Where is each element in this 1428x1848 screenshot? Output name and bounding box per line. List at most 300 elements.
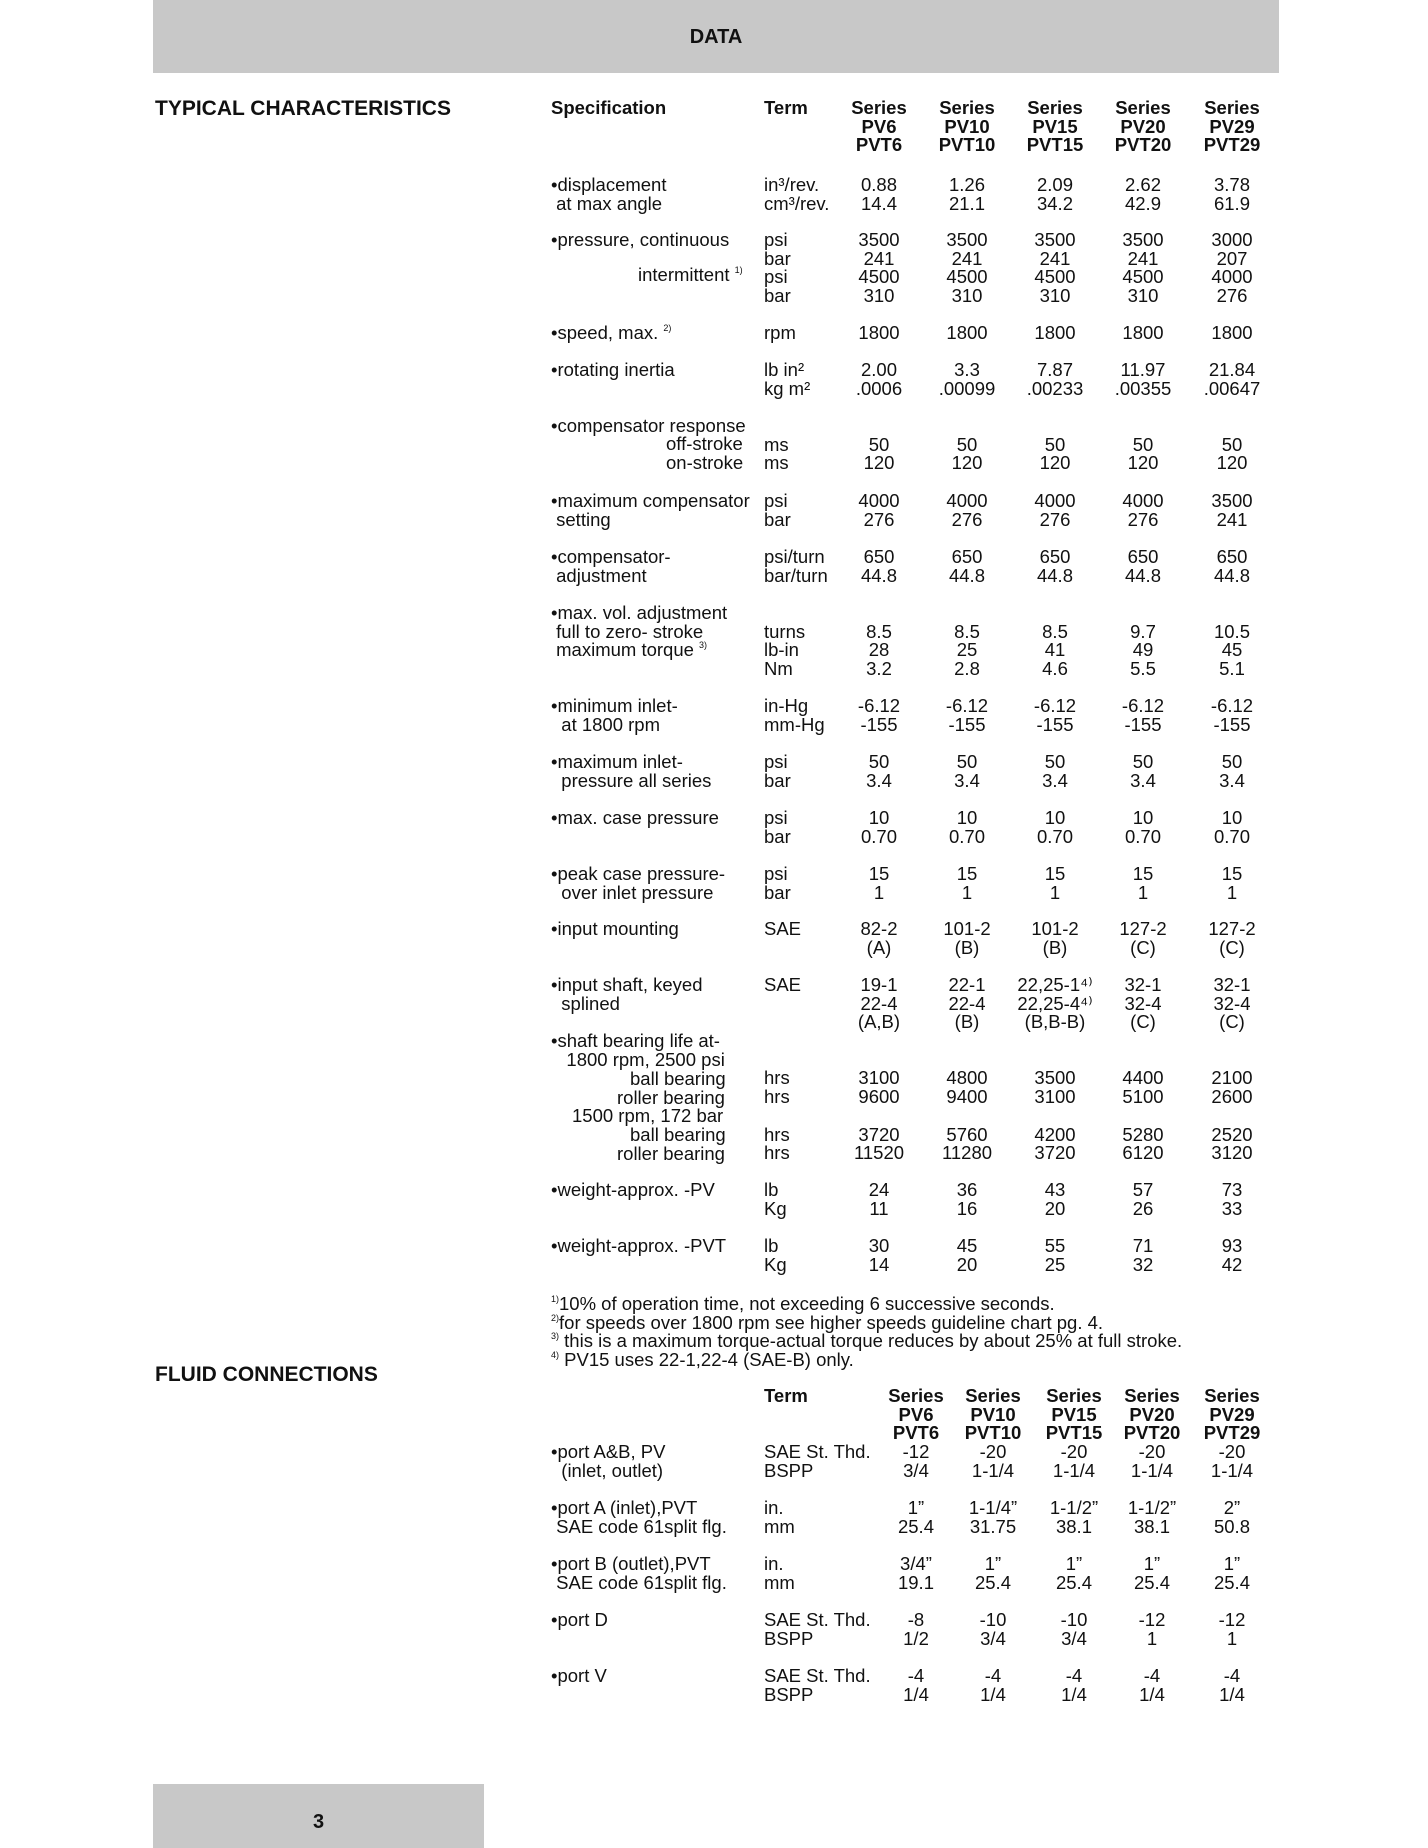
value-cell: 15 <box>956 863 978 884</box>
value-cell: 57 <box>1132 1179 1154 1200</box>
value-cell: 22,25-4⁴⁾ <box>1017 992 1093 1014</box>
value-cell: 120 <box>1216 452 1248 474</box>
value-cell: 6120 <box>1122 1142 1164 1164</box>
series-header-3: PV15 <box>1051 1403 1097 1425</box>
value-cell: 11280 <box>941 1142 993 1164</box>
series-header-4: PVT20 <box>1114 134 1172 156</box>
term-cell: lb <box>764 1179 779 1200</box>
value-cell: -6.12 <box>945 695 989 716</box>
term-cell: bar <box>764 825 791 847</box>
value-cell: 44.8 <box>1213 564 1250 586</box>
spec-label <box>551 992 620 1014</box>
value-cell: 24 <box>868 1179 890 1200</box>
value-cell: 3500 <box>1034 229 1076 250</box>
value-cell: 14 <box>868 1253 890 1275</box>
value-cell: 22,25-1⁴⁾ <box>1017 974 1093 995</box>
value-cell: 310 <box>1127 285 1159 307</box>
value-cell: 30 <box>868 1235 890 1256</box>
term-cell: mm <box>764 1571 795 1593</box>
value-cell: -12 <box>1138 1609 1166 1630</box>
value-cell: 127-2 <box>1119 918 1167 939</box>
value-cell: 3120 <box>1211 1142 1253 1164</box>
value-cell: 3/4 <box>980 1627 1006 1649</box>
spec-label-text: over inlet pressure <box>551 881 714 903</box>
footnote <box>551 1351 854 1370</box>
term-cell: lb in² <box>764 359 805 380</box>
value-cell: 11520 <box>853 1142 905 1164</box>
value-cell: 10 <box>868 807 890 828</box>
series-header-5: PV29 <box>1209 115 1255 137</box>
value-cell: 41 <box>1044 639 1066 661</box>
value-cell: -155 <box>860 713 898 735</box>
term-cell: bar <box>764 247 791 269</box>
term-cell: BSPP <box>764 1627 814 1649</box>
value-cell: 50 <box>1221 751 1243 772</box>
value-cell: 25.4 <box>1133 1571 1170 1593</box>
value-cell: 34.2 <box>1036 192 1073 214</box>
value-cell: 22-4 <box>948 992 986 1014</box>
value-cell: 3.78 <box>1213 174 1250 195</box>
term-cell: ms <box>764 452 789 474</box>
value-cell: 650 <box>1127 546 1159 567</box>
value-cell: 32-1 <box>1213 974 1251 995</box>
term-cell: hrs <box>764 1123 790 1145</box>
value-cell: 120 <box>951 452 983 474</box>
value-cell: -20 <box>979 1441 1007 1462</box>
value-cell: 1/4 <box>1061 1683 1087 1705</box>
term-cell: hrs <box>764 1142 790 1164</box>
series-header-3: PVT15 <box>1026 134 1084 156</box>
value-cell: 1-1/4” <box>968 1497 1018 1518</box>
value-cell: 0.70 <box>860 825 897 847</box>
value-cell: 650 <box>863 546 895 567</box>
spec-label-text: •port D <box>551 1609 608 1630</box>
value-cell: 10 <box>956 807 978 828</box>
footnote-marker: 2) <box>663 323 672 333</box>
value-cell: 3.3 <box>954 359 980 380</box>
term-cell: SAE St. Thd. <box>764 1441 871 1462</box>
value-cell: 1 <box>1137 881 1149 903</box>
series-header-3: Series <box>1027 97 1083 118</box>
spec-label-text: •input shaft, keyed <box>551 974 703 995</box>
spec-label <box>551 1048 725 1070</box>
value-cell: -20 <box>1138 1441 1166 1462</box>
value-cell: -10 <box>979 1609 1007 1630</box>
term-cell: bar/turn <box>764 564 828 586</box>
value-cell: 1-1/4 <box>1052 1459 1096 1481</box>
value-cell: 650 <box>1039 546 1071 567</box>
spec-label-text: splined <box>551 992 620 1014</box>
value-cell: (A) <box>866 936 892 958</box>
value-cell: 3/4” <box>900 1553 932 1574</box>
value-cell: -155 <box>1036 713 1074 735</box>
series-header-4: PV20 <box>1120 115 1166 137</box>
value-cell: 50 <box>956 433 978 455</box>
value-cell: 3/4 <box>1061 1627 1087 1649</box>
value-cell: 3.4 <box>1219 769 1245 791</box>
value-cell: 1/4 <box>980 1683 1006 1705</box>
value-cell: 3.2 <box>866 658 892 680</box>
spec-label-text: •port A&B, PV <box>551 1441 666 1462</box>
spec-label-text: •port V <box>551 1665 607 1686</box>
series-header-5: Series <box>1204 97 1260 118</box>
value-cell: 1800 <box>1034 322 1076 343</box>
value-cell: 9400 <box>946 1086 988 1108</box>
value-cell: 1” <box>907 1497 925 1518</box>
value-cell: 1 <box>873 881 885 903</box>
value-cell: 650 <box>951 546 983 567</box>
value-cell: 15 <box>1044 863 1066 884</box>
value-cell: 3.4 <box>1042 769 1068 791</box>
term-cell: lb <box>764 1235 779 1256</box>
value-cell: (B) <box>954 936 980 958</box>
spec-column-header: Specification <box>551 97 667 118</box>
term-cell: psi/turn <box>764 546 825 567</box>
value-cell: .00355 <box>1114 377 1172 399</box>
series-header-2: PVT10 <box>938 134 996 156</box>
value-cell: 4800 <box>946 1067 988 1089</box>
value-cell: 5.5 <box>1130 658 1156 680</box>
value-cell: 44.8 <box>948 564 985 586</box>
term-cell: hrs <box>764 1067 790 1089</box>
value-cell: 73 <box>1221 1179 1243 1200</box>
term-cell: psi <box>764 490 788 511</box>
footnote-text: this is a maximum torque-actual torque reduces by about 25% at full stroke. <box>559 1330 1183 1352</box>
value-cell: 50 <box>1044 433 1066 455</box>
value-cell: 3.4 <box>1130 769 1156 791</box>
value-cell: 50 <box>1044 751 1066 772</box>
value-cell: 32-4 <box>1213 992 1251 1014</box>
value-cell: -20 <box>1060 1441 1088 1462</box>
spec-label-text: •maximum compensator <box>551 490 750 511</box>
value-cell: 1” <box>1143 1553 1161 1574</box>
value-cell: 19-1 <box>860 974 898 995</box>
series-header-4: PV20 <box>1129 1403 1175 1425</box>
value-cell: -12 <box>902 1441 930 1462</box>
spec-label-text: pressure all series <box>551 769 712 791</box>
spec-label-text: full to zero- stroke <box>551 620 704 642</box>
spec-label-text: at 1800 rpm <box>551 713 661 735</box>
spec-label <box>551 1459 664 1481</box>
value-cell: .00099 <box>938 377 996 399</box>
value-cell: 10 <box>1132 807 1154 828</box>
spec-label-text: •rotating inertia <box>551 359 675 380</box>
spec-label <box>551 881 714 903</box>
value-cell: 1/4 <box>1219 1683 1245 1705</box>
value-cell: 101-2 <box>1031 918 1079 939</box>
ball-bearing-label: ball bearing <box>630 1068 726 1089</box>
series-header-2: PVT10 <box>964 1422 1022 1444</box>
value-cell: 25.4 <box>1055 1571 1092 1593</box>
term-cell: psi <box>764 751 788 772</box>
value-cell: 15 <box>868 863 890 884</box>
value-cell: 50 <box>1132 433 1154 455</box>
value-cell: 4500 <box>858 266 900 288</box>
series-header-1: PV6 <box>861 115 897 137</box>
value-cell: 1-1/4 <box>1130 1459 1174 1481</box>
value-cell: 50 <box>868 433 890 455</box>
value-cell: 50 <box>1132 751 1154 772</box>
value-cell: 310 <box>863 285 895 307</box>
value-cell: 4500 <box>946 266 988 288</box>
value-cell: 3/4 <box>903 1459 929 1481</box>
value-cell: 50 <box>868 751 890 772</box>
value-cell: 50 <box>1221 433 1243 455</box>
term-cell: bar <box>764 285 791 307</box>
footnote-marker: 1) <box>551 1294 560 1304</box>
term-cell: in-Hg <box>764 695 809 716</box>
value-cell: -20 <box>1218 1441 1246 1462</box>
value-cell: 3500 <box>858 229 900 250</box>
value-cell: 32-4 <box>1124 992 1162 1014</box>
term-cell: SAE St. Thd. <box>764 1665 871 1686</box>
value-cell: 61.9 <box>1213 192 1250 214</box>
value-cell: 276 <box>863 508 895 530</box>
value-cell: 43 <box>1044 1179 1066 1200</box>
value-cell: 33 <box>1221 1197 1243 1219</box>
fluid-term-column-header: Term <box>764 1385 808 1406</box>
spec-label-text: •speed, max. <box>551 322 659 343</box>
value-cell: 4200 <box>1034 1123 1076 1145</box>
series-header-1: Series <box>888 1385 944 1406</box>
series-header-5: PVT29 <box>1203 1422 1261 1444</box>
value-cell: 4000 <box>1211 266 1253 288</box>
value-cell: 25 <box>956 639 978 661</box>
term-cell: in. <box>764 1497 784 1518</box>
value-cell: 1-1/2” <box>1127 1497 1177 1518</box>
value-cell: 3500 <box>1034 1067 1076 1089</box>
term-cell: bar <box>764 881 791 903</box>
value-cell: 0.70 <box>948 825 985 847</box>
term-cell: psi <box>764 266 788 288</box>
spec-label <box>551 920 679 939</box>
footnote-text: for speeds over 1800 rpm see higher speeds guideline chart pg. 4. <box>559 1311 1104 1333</box>
page-title: DATA <box>689 26 743 48</box>
value-cell: -4 <box>1143 1665 1161 1686</box>
spec-label <box>551 361 675 380</box>
value-cell: 3720 <box>858 1123 900 1145</box>
term-cell: mm <box>764 1515 795 1537</box>
spec-label-text: •max. case pressure <box>551 807 719 828</box>
spec-label-text: 1800 rpm, 2500 psi <box>551 1048 725 1070</box>
value-cell: 1/4 <box>1139 1683 1165 1705</box>
footnote-marker: 3) <box>699 640 708 651</box>
value-cell: 45 <box>1221 639 1243 661</box>
spec-label-text: •shaft bearing life at- <box>551 1030 720 1051</box>
value-cell: -8 <box>907 1609 925 1630</box>
term-cell: BSPP <box>764 1459 814 1481</box>
value-cell: 55 <box>1044 1235 1066 1256</box>
value-cell: 1” <box>1065 1553 1083 1574</box>
value-cell: 5280 <box>1122 1123 1164 1145</box>
spec-label-text: •compensator response <box>551 415 746 436</box>
value-cell: -6.12 <box>1033 695 1077 716</box>
spec-label-text: setting <box>551 508 611 530</box>
value-cell: 8.5 <box>866 620 892 642</box>
value-cell: -4 <box>1065 1665 1083 1686</box>
value-cell: 120 <box>1039 452 1071 474</box>
value-cell: 276 <box>1216 285 1248 307</box>
value-cell: 310 <box>951 285 983 307</box>
value-cell: 207 <box>1216 247 1248 269</box>
spec-label <box>551 641 707 660</box>
term-column-header: Term <box>764 97 808 118</box>
series-header-5: PV29 <box>1209 1403 1255 1425</box>
spec-label-text: maximum torque <box>551 639 694 661</box>
value-cell: 10 <box>1221 807 1243 828</box>
value-cell: 3500 <box>1211 490 1253 511</box>
value-cell: -155 <box>1213 713 1251 735</box>
value-cell: 25.4 <box>897 1515 934 1537</box>
spec-label-text: •compensator- <box>551 546 671 567</box>
spec-label <box>551 1515 727 1537</box>
term-cell: cm³/rev. <box>764 192 830 214</box>
roller-bearing-label: roller bearing <box>617 1143 725 1164</box>
value-cell: .0006 <box>855 377 903 399</box>
series-header-1: Series <box>851 97 907 118</box>
value-cell: 9600 <box>858 1086 900 1108</box>
spec-label-text: •weight-approx. -PVT <box>551 1235 727 1256</box>
value-cell: 2” <box>1223 1497 1241 1518</box>
value-cell: 4.6 <box>1042 658 1068 680</box>
value-cell: 32 <box>1132 1253 1154 1275</box>
series-header-3: PVT15 <box>1045 1422 1103 1444</box>
value-cell: -155 <box>1124 713 1162 735</box>
value-cell: 71 <box>1132 1235 1154 1256</box>
spec-label-text: •minimum inlet- <box>551 695 678 716</box>
value-cell: .00647 <box>1203 377 1261 399</box>
value-cell: 1.26 <box>948 174 985 195</box>
value-cell: 16 <box>956 1197 978 1219</box>
value-cell: 241 <box>863 247 895 269</box>
spec-label-text: at max angle <box>551 192 663 214</box>
term-cell: mm-Hg <box>764 713 825 735</box>
spec-label <box>551 1667 607 1686</box>
value-cell: 120 <box>863 452 895 474</box>
value-cell: (C) <box>1219 1011 1245 1033</box>
value-cell: 276 <box>951 508 983 530</box>
value-cell: 3.4 <box>954 769 980 791</box>
spec-label <box>551 508 611 530</box>
value-cell: 50 <box>956 751 978 772</box>
value-cell: 241 <box>1216 508 1248 530</box>
spec-label <box>551 713 661 735</box>
value-cell: (B,B-B) <box>1024 1011 1086 1033</box>
value-cell: (C) <box>1130 936 1156 958</box>
value-cell: 15 <box>1221 863 1243 884</box>
value-cell: 93 <box>1221 1235 1243 1256</box>
value-cell: 0.70 <box>1036 825 1073 847</box>
value-cell: 10 <box>1044 807 1066 828</box>
value-cell: 14.4 <box>860 192 897 214</box>
value-cell: 2.8 <box>954 658 980 680</box>
footer-bar <box>153 1784 484 1848</box>
value-cell: 1 <box>1146 1627 1158 1649</box>
value-cell: 3500 <box>946 229 988 250</box>
value-cell: 1-1/4 <box>1210 1459 1254 1481</box>
term-cell: lb-in <box>764 639 799 661</box>
value-cell: 22-4 <box>860 992 898 1014</box>
series-header-3: PV15 <box>1032 115 1078 137</box>
value-cell: -4 <box>984 1665 1002 1686</box>
value-cell: 1-1/2” <box>1049 1497 1099 1518</box>
section-title-typical: TYPICAL CHARACTERISTICS <box>155 97 451 120</box>
value-cell: 241 <box>1127 247 1159 269</box>
value-cell: 4000 <box>858 490 900 511</box>
value-cell: 101-2 <box>943 918 991 939</box>
value-cell: 4000 <box>1122 490 1164 511</box>
spec-label <box>551 1571 727 1593</box>
value-cell: 3000 <box>1211 229 1253 250</box>
value-cell: 276 <box>1039 508 1071 530</box>
term-cell: psi <box>764 807 788 828</box>
spec-label-text: (inlet, outlet) <box>551 1459 664 1481</box>
value-cell: .00233 <box>1026 377 1084 399</box>
value-cell: 25.4 <box>1213 1571 1250 1593</box>
value-cell: 20 <box>956 1253 978 1275</box>
value-cell: 8.5 <box>954 620 980 642</box>
value-cell: -6.12 <box>857 695 901 716</box>
value-cell: -4 <box>907 1665 925 1686</box>
value-cell: 2600 <box>1211 1086 1253 1108</box>
value-cell: 11 <box>869 1197 889 1219</box>
series-header-2: PV10 <box>944 115 990 137</box>
value-cell: 36 <box>956 1179 978 1200</box>
series-header-1: PVT6 <box>892 1422 940 1444</box>
value-cell: 50.8 <box>1213 1515 1250 1537</box>
term-cell: Kg <box>764 1253 787 1275</box>
term-cell: turns <box>764 620 806 642</box>
value-cell: 45 <box>956 1235 978 1256</box>
footnote-marker: 3) <box>551 1331 560 1342</box>
value-cell: 25 <box>1044 1253 1066 1275</box>
spec-label-text: SAE code 61split flg. <box>551 1515 727 1537</box>
spec-label-text: •weight-approx. -PV <box>551 1179 715 1200</box>
spec-label-text: •input mounting <box>551 918 679 939</box>
term-cell: SAE <box>764 918 802 939</box>
spec-label <box>551 1237 726 1256</box>
value-cell: 21.1 <box>948 192 985 214</box>
spec-label-text: •port B (outlet),PVT <box>551 1553 711 1574</box>
spec-label-text: •displacement <box>551 174 667 195</box>
value-cell: 28 <box>868 639 890 661</box>
value-cell: 1800 <box>1122 322 1164 343</box>
value-cell: 1 <box>961 881 973 903</box>
value-cell: 11.97 <box>1120 359 1166 380</box>
value-cell: 26 <box>1132 1197 1154 1219</box>
value-cell: 3720 <box>1034 1142 1076 1164</box>
value-cell: 44.8 <box>1124 564 1161 586</box>
value-cell: -10 <box>1060 1609 1088 1630</box>
value-cell: 310 <box>1039 285 1071 307</box>
value-cell: (B) <box>1042 936 1068 958</box>
value-cell: -12 <box>1218 1609 1246 1630</box>
value-cell: 1” <box>984 1553 1002 1574</box>
value-cell: 21.84 <box>1208 359 1256 380</box>
spec-label-text: SAE code 61split flg. <box>551 1571 727 1593</box>
value-cell: 1 <box>1049 881 1061 903</box>
value-cell: 5.1 <box>1219 658 1245 680</box>
value-cell: 650 <box>1216 546 1248 567</box>
spec-label-text: •peak case pressure- <box>551 863 726 884</box>
value-cell: 32-1 <box>1124 974 1162 995</box>
spec-label-text: adjustment <box>551 564 647 586</box>
value-cell: 22-1 <box>948 974 986 995</box>
series-header-3: Series <box>1046 1385 1102 1406</box>
ball-bearing-label: ball bearing <box>630 1124 726 1145</box>
value-cell: 42.9 <box>1124 192 1161 214</box>
value-cell: 4500 <box>1122 266 1164 288</box>
